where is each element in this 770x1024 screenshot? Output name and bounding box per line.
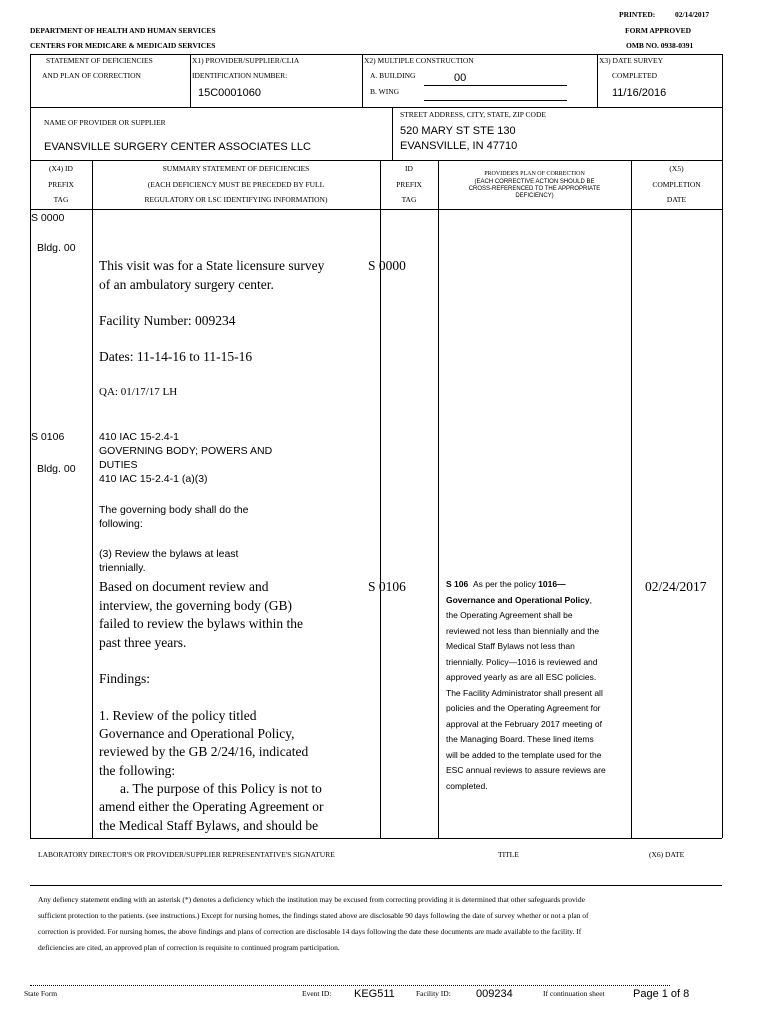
statement-label: STATEMENT OF DEFICIENCIES [46,56,153,65]
plan-policy-title: 1016—Governance and Operational Policy [446,579,590,605]
x5-header-3: DATE [666,195,687,204]
x1-label: X1) PROVIDER/SUPPLIER/CLIA [192,56,300,65]
item-line-7: the Medical Staff Bylaws, and should be [99,818,319,833]
plan-body: , the Operating Agreement shall be reviewed not less than biennially and the Medical Staff Bylaws not less than triennially. Policy—1016 is reviewed and approved yearly as are all ESC policies. The Facility Administrator shall present all policies and the Operating Agreement for approval at the February 2017 meeting of the Managing Board. These lined items will be added to the template used for the ESC annual reviews to assure reviews are completed. [446,594,606,791]
plan-header-1: PROVIDER'S PLAN OF CORRECTION [484,171,585,177]
plan-of-correction-text [446,577,606,794]
item-line-4: the following: [99,763,176,778]
visit-line-1: This visit was for a State licensure survey [99,258,325,273]
completed-label: COMPLETED [612,71,657,80]
finding-line-4: past three years. [99,635,187,650]
centers-title: CENTERS FOR MEDICARE & MEDICAID SERVICES [30,41,216,50]
finding-line-1: Based on document review and [99,579,269,594]
item-line-1: 1. Review of the policy titled [99,708,257,723]
finding-line-3: failed to review the bylaws within the [99,616,303,631]
plan-intro: As per the policy [472,579,536,589]
disclaimer-text: Any defiency statement ending with an asterisk (*) denotes a deficiency which the institution may be excused from correcting providing it is determined that other safeguards provide sufficient protection to the patients. (see instructions.) Except for nursing homes, the findings stated above are disclosable 90 days following the date of survey whether or not a plan of correction is provided. For nursing homes, the above findings and plans of correction are disclosable 14 days following the date these documents are made available to the facility. If deficiencies are cited, an approved plan of correction is requisite to continued program participation. [38,895,589,952]
x4-header-1: (X4) ID [49,164,73,173]
item-line-5: a. The purpose of this Policy is not to [120,781,322,796]
printed-date: 02/14/2017 [675,10,710,19]
building-value: 00 [454,72,467,84]
bldg-1: Bldg. 00 [37,242,76,254]
x4-header-3: TAG [53,195,69,204]
signature-label: LABORATORY DIRECTOR'S OR PROVIDER/SUPPLIER REPRESENTATIVE'S SIGNATURE [38,850,335,859]
qa-line: QA: 01/17/17 LH [99,386,178,398]
omb-number: OMB NO. 0938-0391 [626,41,694,50]
iac-line-1: 410 IAC 15-2.4-1 [99,431,179,443]
id-header-1: ID [405,164,413,173]
plan-of-correction-label: AND PLAN OF CORRECTION [42,71,141,80]
x4-header-2: PREFIX [48,180,74,189]
x5-header-1: (X5) [669,164,684,173]
tag-s0000-right: S 0000 [368,258,406,273]
identification-number-label: IDENTIFICATION NUMBER: [192,71,288,80]
facility-id-label: Facility ID: [416,989,451,998]
building-label: A. BUILDING [370,71,416,80]
x5-header-2: COMPLETION [652,180,701,189]
wing-label: B. WING [370,87,400,96]
address-label: STREET ADDRESS, CITY, STATE, ZIP CODE [400,110,546,119]
survey-dates: Dates: 11-14-16 to 11-15-16 [99,349,253,364]
x2-label: X2) MULTIPLE CONSTRUCTION [364,56,474,65]
id-header-3: TAG [401,195,417,204]
iac-line-4: 410 IAC 15-2.4-1 (a)(3) [99,473,208,485]
title-label: TITLE [498,850,519,859]
summary-header-3: REGULATORY OR LSC IDENTIFYING INFORMATION) [144,195,328,204]
provider-id-value: 15C0001060 [198,87,262,99]
summary-header-1: SUMMARY STATEMENT OF DEFICIENCIES [162,164,310,173]
item-line-3: reviewed by the GB 2/24/16, indicated [99,744,309,759]
provider-name-value: EVANSVILLE SURGERY CENTER ASSOCIATES LLC [44,141,311,153]
form-approved: FORM APPROVED [625,26,692,35]
review-line-1: (3) Review the bylaws at least [99,548,239,560]
state-form-label: State Form [24,989,58,998]
item-line-6: amend either the Operating Agreement or [99,799,324,814]
plan-tag: S 106 [446,579,469,589]
date-label: (X6) DATE [649,850,685,859]
printed-label: PRINTED: [619,10,656,19]
survey-date-value: 11/16/2016 [612,87,667,99]
provider-name-label: NAME OF PROVIDER OR SUPPLIER [44,118,166,127]
summary-header-2: (EACH DEFICIENCY MUST BE PRECEDED BY FULL [147,180,325,189]
tag-s0106: S 0106 [31,431,65,443]
continuation-label: If continuation sheet [543,989,605,998]
finding-line-2: interview, the governing body (GB) [99,598,292,613]
findings-label: Findings: [99,671,151,686]
id-header-2: PREFIX [396,180,422,189]
facility-number: Facility Number: 009234 [99,313,236,328]
address-line-1: 520 MARY ST STE 130 [400,125,516,137]
event-id-value: KEG511 [354,988,395,1000]
review-line-2: triennially. [99,562,146,574]
x3-label: X3) DATE SURVEY [599,56,663,65]
plan-header-3: CROSS-REFERENCED TO THE APPROPRIATE [468,186,601,192]
iac-line-2: GOVERNING BODY; POWERS AND [99,445,273,457]
tag-s0106-right: S 0106 [368,579,406,594]
item-line-2: Governance and Operational Policy, [99,726,295,741]
address-line-2: EVANSVILLE, IN 47710 [400,140,518,152]
visit-line-2: of an ambulatory surgery center. [99,277,274,292]
tag-s0000: S 0000 [31,212,65,224]
facility-id-value: 009234 [476,988,513,1000]
event-id-label: Event ID: [302,989,332,998]
plan-header-2: (EACH CORRECTIVE ACTION SHOULD BE [474,179,595,185]
plan-header-4: DEFICIENCY) [515,193,554,199]
bldg-2: Bldg. 00 [37,463,76,475]
iac-line-3: DUTIES [99,459,138,471]
gb-line-2: following: [99,518,143,530]
gb-line-1: The governing body shall do the [99,504,249,516]
department-title: DEPARTMENT OF HEALTH AND HUMAN SERVICES [30,26,216,35]
page-number: Page 1 of 8 [633,988,690,1000]
completion-date: 02/24/2017 [645,579,707,594]
